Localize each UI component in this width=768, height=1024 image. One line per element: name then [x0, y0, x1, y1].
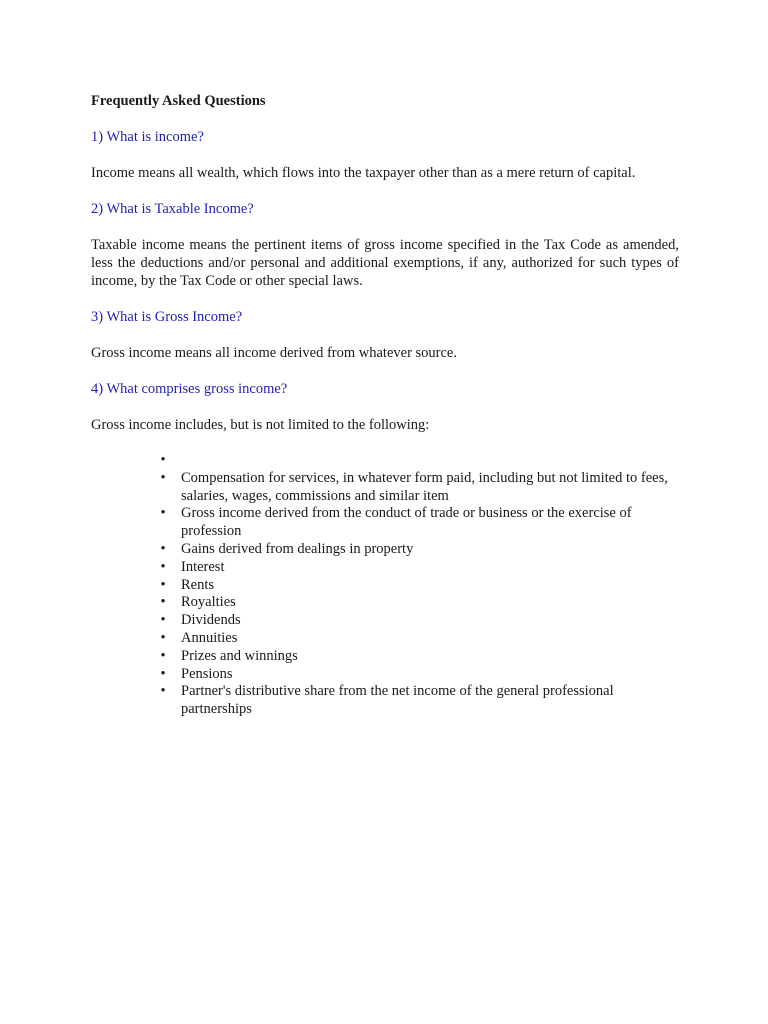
- answer-1: Income means all wealth, which flows into the taxpayer other than as a mere return of capital.: [91, 165, 636, 181]
- list-item: [160, 665, 679, 684]
- question-4: 4) What comprises gross income?: [91, 381, 288, 397]
- question-1: 1) What is income?: [91, 129, 204, 145]
- bullet-icon: •: [160, 576, 166, 593]
- list-item-text: Interest: [181, 558, 225, 575]
- bullet-icon: •: [160, 665, 166, 682]
- list-item: [160, 505, 679, 541]
- answer-4: Gross income includes, but is not limited to the following:: [91, 417, 430, 433]
- bullet-icon: •: [160, 647, 166, 664]
- bullet-icon: •: [160, 452, 166, 468]
- list-item-text: Compensation for services, in whatever form paid, including but not limited to fees, salaries, wages, commissions and similar item: [181, 469, 668, 504]
- list-item-text: Rents: [181, 576, 215, 593]
- bullet-icon: •: [160, 469, 166, 486]
- bullet-icon: •: [160, 558, 166, 575]
- list-item-text: Annuities: [181, 629, 238, 646]
- bullet-icon: •: [160, 683, 166, 700]
- bullet-icon: •: [160, 594, 166, 611]
- list-item-text: Dividends: [181, 612, 241, 629]
- document-page: [91, 92, 679, 719]
- answer-2: Taxable income means the pertinent items of gross income specified in the Tax Code as amended, less the deductions and/or personal and additional exemptions, if any, authorized for such types of income, by the Tax Code or other special laws.: [91, 237, 679, 289]
- list-item: [160, 576, 679, 595]
- list-item: [160, 452, 679, 470]
- list-item: [160, 647, 679, 666]
- gross-income-list: [91, 452, 679, 719]
- list-item: [160, 629, 679, 648]
- bullet-icon: •: [160, 629, 166, 646]
- list-item-text: Gross income derived from the conduct of trade or business or the exercise of profession: [181, 505, 632, 540]
- answer-3: Gross income means all income derived from whatever source.: [91, 345, 457, 361]
- list-item-text: Royalties: [181, 594, 236, 611]
- question-3: 3) What is Gross Income?: [91, 309, 243, 325]
- list-item: [160, 469, 679, 506]
- question-2: 2) What is Taxable Income?: [91, 201, 254, 217]
- page-title: Frequently Asked Questions: [91, 93, 266, 109]
- list-item: [160, 594, 679, 612]
- bullet-icon: •: [160, 540, 166, 557]
- list-item-text: Pensions: [181, 665, 233, 682]
- bullet-icon: •: [160, 612, 166, 629]
- list-item: [160, 683, 679, 719]
- list-item: [160, 540, 679, 559]
- list-item: [160, 612, 679, 630]
- list-item-text: Prizes and winnings: [181, 647, 298, 664]
- bullet-icon: •: [160, 505, 166, 522]
- list-item-text: Gains derived from dealings in property: [181, 540, 414, 557]
- list-item-text: Partner's distributive share from the net income of the general professional partnerships: [181, 683, 614, 718]
- list-item: [160, 558, 679, 577]
